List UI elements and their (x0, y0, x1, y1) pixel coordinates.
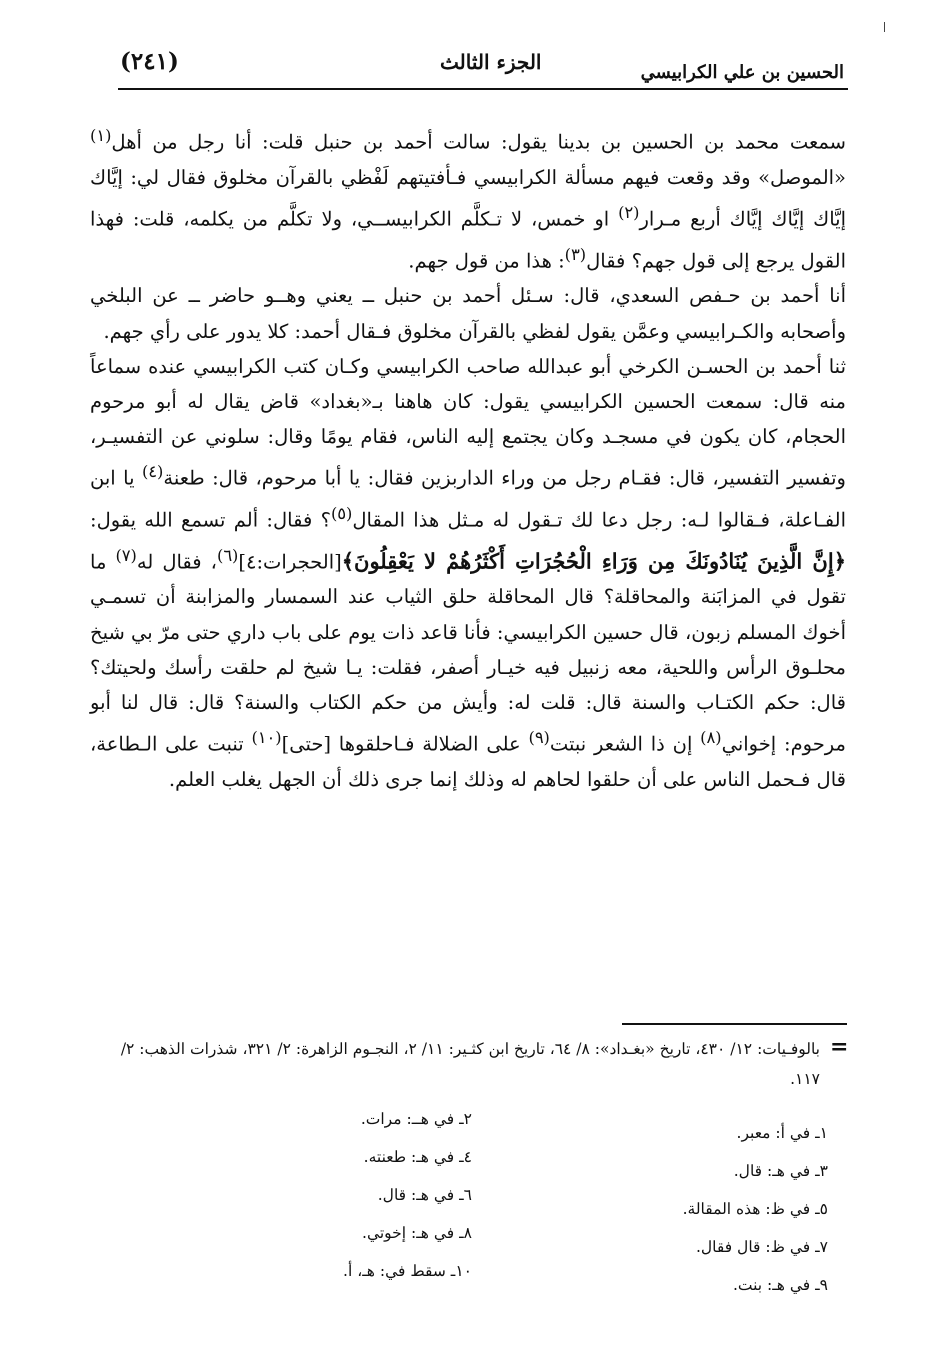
scan-mark (884, 22, 885, 32)
footnote-ref: (٤) (141, 462, 164, 482)
header-rule (118, 88, 848, 90)
footnote-7: ٧ـ في ظ: قال فقال. (695, 1238, 828, 1256)
main-text (90, 118, 846, 797)
footnote-ref: (٩) (528, 728, 550, 748)
footnote-1: ١ـ في أ: معبر. (736, 1124, 828, 1142)
paragraph-3: ثنا أحمد بن الحسـن الكرخي أبو عبدالله صاحب الكرابيسي وكـان كتب الكرابيسي عنده سماعاً منه قال: سمعت الحسين الكرابيسي يقول: كان هاهنا بـ«بغداد» قاض يقال له أبو مرحوم الحجام، كان يكون في مسجـد وكان يجتمع إليه الناس، فقام يومًا وقال: سلوني عن التفسيـر، وتفسير التفسير، قال: فقـام رجل من وراء الداربزين فقال: يا أبا مرحوم، قال: طعنة$^{(٤)}$ يا ابن الفـاعلة، فـقالوا لـه: رجل دعا لك تـقول له مـثل هذا المقال$^{(٥)}$؟ فقال: ألم تسمع الله يقول: ﴿إِنَّ الَّذِينَ يُنَادُونَكَ مِن وَرَاءِ الْحُجُرَاتِ أَكْثَرُهُمْ لا يَعْقِلُونَ﴾[الحجرات:٤]$^{(٦)}$، فقال له$^{(٧)}$ ما تقول في المزابَنة والمحاقلة؟ قال المحاقلة حلق الثياب عند السمسار والمزابنة أن تسمـي أخوك المسلم زبون، قال حسين الكرابيسي: فأنا قاعد ذات يوم على باب داري حتى مرّ بي شيخ محلـوق الرأس واللحية، معه زنبيل فيه خيـار أصفر، فقلت: يـا شيخ لم حلقت رأسك ولحيتك؟ قال: حكم الكتـاب والسنة قال: قلت له: وأيش من حكم الكتاب والسنة؟ قال: قال لنا أبو مرحوم: إخواني$^{(٨)}$ إن ذا الشعر نبتت$^{(٩)}$ على الضلالة فـاحلقوها [حتى]$^{(١٠)}$ تنبت على الـطاعة، قال فـحمل الناس على أن حلقوا لحاهم له وذلك إنما جرى ذلك أن الجهل يغلب العلم. (90, 354, 846, 791)
footnote-continuation: بالوفـيات: ١٢/ ٤٣٠، تاريخ «بغـداد»: ٨/ ٦٤، تاريخ ابن كثـير: ١١/ ٢، النجـوم الزاهرة: ٢/ ٣٢١، شذرات الذهب: ٢/ ١١٧. (120, 1040, 820, 1088)
continuation-mark: = (830, 1034, 849, 1060)
running-title: الحسين بن علي الكرابيسي (640, 62, 844, 83)
footnote-ref: (٣) (564, 244, 587, 264)
page-number: (٢٤١) (120, 48, 179, 75)
footnote-3: ٣ـ في هـ: قال. (733, 1162, 828, 1180)
footnote-ref: (٢) (618, 202, 640, 222)
footnote-8: ٨ـ في هـ: إخوتي. (362, 1224, 472, 1242)
verse-reference: [الحجرات:٤] (238, 550, 342, 574)
footnote-4: ٤ـ في هـ: طعنته. (363, 1148, 472, 1166)
paragraph-2: أنا أحمد بن حـفص السعدي، قال: سـئل أحمد بن حنبل ــ يعني وهــو حاضر ــ عن البلخي وأصحابه والكـرابيسي وعمَّن يقول لفظي بالقرآن مخلوق فـقال أحمد: كلا يدور على رأي جهم. (90, 284, 846, 343)
footnote-ref: (٦) (216, 545, 239, 565)
quran-verse: ﴿إِنَّ الَّذِينَ يُنَادُونَكَ مِن وَرَاءِ الْحُجُرَاتِ أَكْثَرُهُمْ لا يَعْقِلُونَ﴾ (341, 548, 846, 574)
footnote-rule (622, 1023, 847, 1025)
footnote-ref: (٧) (115, 545, 137, 565)
footnote-5: ٥ـ في ظ: هذه المقالة. (682, 1200, 828, 1218)
volume-label: الجزء الثالث (440, 50, 542, 74)
paragraph-1: سمعت محمد بن الحسين بن بدينا يقول: سالت أحمد بن حنبل قلت: أنا رجل من أهل$^{(١)}$ «الموصل» وقد وقعت فيهم مسألة الكرابيسي فـأفتيتهم لَفْظي بالقرآن مخلوق فقال لي: إيَّاك إيَّاك إيَّاك إيَّاك أربع مـرار$^{(٢)}$ او خمس، لا تـكلَّم الكرابيســي، ولا تكلَّم من يكلمه، قلت: فهذا القول يرجع إلى قول جهم؟ فقال$^{(٣)}$: هذا من قول جهم. (90, 126, 846, 273)
footnote-ref: (١) (90, 126, 112, 145)
footnote-ref: (٨) (700, 728, 722, 748)
footnote-2: ٢ـ في هــ: مرات. (360, 1110, 472, 1128)
footnote-9: ٩ـ في هـ: بنت. (732, 1276, 828, 1294)
footnote-ref: (١٠) (251, 728, 282, 748)
footnote-ref: (٥) (330, 504, 353, 524)
footnote-6: ٦ـ في هـ: قال. (377, 1186, 472, 1204)
footnote-10: ١٠ـ سقط في: هـ، أ. (343, 1262, 472, 1280)
